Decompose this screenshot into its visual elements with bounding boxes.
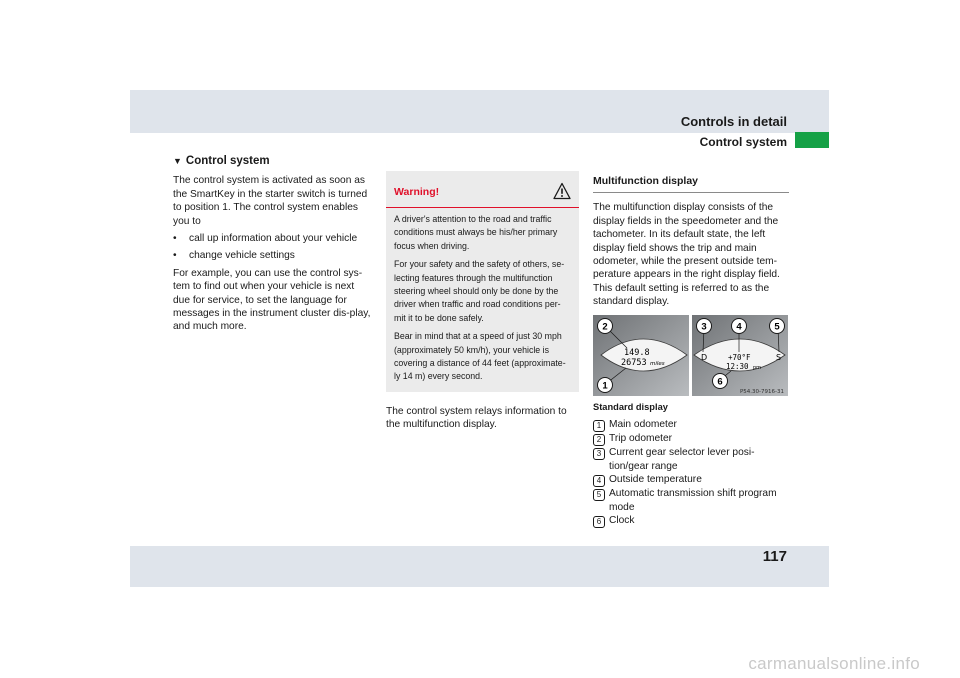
left-column	[173, 155, 373, 338]
callout-1	[598, 378, 613, 393]
legend-number: 4	[593, 475, 605, 487]
legend-number: 6	[593, 516, 605, 528]
intro-paragraph: The control system is activated as soon as the SmartKey in the starter switch is turned to position 1. The control system enables you to	[173, 175, 368, 227]
figure-code: P54.30-7916-31	[739, 389, 784, 395]
legend-number: 5	[593, 489, 605, 501]
list-item: • change vehicle settings	[173, 250, 295, 262]
watermark: carmanualsonline.info	[748, 654, 920, 673]
figure-legend	[593, 418, 789, 528]
callout-2	[598, 319, 613, 334]
list-item: 4 Outside temperature	[593, 473, 789, 487]
warning-body	[386, 208, 579, 384]
trip-odometer-value: 149.8	[624, 348, 650, 358]
legend-number: 1	[593, 420, 605, 432]
heading-multifunction-display: Multifunction display	[593, 175, 789, 193]
bullet-icon: •	[173, 233, 177, 245]
list-item: 6 Clock	[593, 514, 789, 528]
shift-program-mode: S	[776, 353, 782, 362]
bullet-icon: •	[173, 250, 177, 262]
footer-band	[130, 546, 829, 587]
section-title: Control system	[699, 135, 787, 149]
legend-number: 3	[593, 448, 605, 460]
figure-caption: Standard display	[593, 402, 668, 412]
clock-value: 12:30	[726, 362, 749, 371]
callout-6	[713, 374, 728, 389]
warning-title: Warning!	[394, 186, 440, 198]
section-tab-marker	[795, 132, 829, 148]
list-item: 1 Main odometer	[593, 418, 789, 432]
warning-header	[386, 171, 579, 208]
legend-number: 2	[593, 434, 605, 446]
warning-paragraph: A driver's attention to the road and traffic conditions must always be his/her primary focus when driving.	[394, 214, 558, 251]
example-paragraph: For example, you can use the control sys-tem to find out when your vehicle is next due for service, to set the language for messages in the instrument cluster dis-play, and much more.	[173, 267, 371, 333]
list-item: • call up information about your vehicle	[173, 233, 358, 245]
callout-4	[732, 319, 747, 334]
svg-text:1: 1	[602, 380, 608, 392]
svg-text:5: 5	[774, 321, 780, 333]
svg-text:6: 6	[717, 376, 723, 388]
triangle-down-icon: ▼	[173, 156, 182, 166]
list-item: 2 Trip odometer	[593, 432, 789, 446]
odometer-unit: miles	[650, 361, 665, 367]
chapter-title: Controls in detail	[680, 114, 787, 129]
standard-display-figure	[593, 315, 788, 396]
list-item: 3 Current gear selector lever posi-tion/gear range	[593, 446, 789, 473]
multifunction-paragraph: The multifunction display consists of the display fields in the speedometer and the tachometer. In its default state, the left display field shows the trip and main odometer, while the present outside tem-perature appears in the right display field. This default setting is referred to as the standard display.	[593, 202, 780, 308]
warning-triangle-icon	[553, 182, 571, 200]
svg-text:4: 4	[736, 321, 742, 333]
relay-paragraph: The control system relays information to the multifunction display.	[386, 406, 567, 431]
svg-text:3: 3	[701, 321, 707, 333]
warning-paragraph: For your safety and the safety of others, se-lecting features through the multifunction steering wheel should only be done by the driver when traffic and road conditions per-mit it to be done safely.	[394, 259, 565, 323]
svg-text:2: 2	[602, 321, 608, 333]
page-number: 117	[762, 548, 787, 565]
heading-control-system: ▼ Control system	[173, 155, 270, 167]
right-column	[593, 175, 789, 309]
warning-paragraph: Bear in mind that at a speed of just 30 mph (approximately 50 km/h), your vehicle is covering a distance of 44 feet (approximate-ly 14 m) every second.	[394, 331, 566, 382]
outside-temperature-value: +70°F	[728, 353, 751, 362]
callout-5	[770, 319, 785, 334]
clock-suffix: pm	[753, 365, 762, 371]
main-odometer-value: 26753	[621, 358, 647, 368]
callout-3	[697, 319, 712, 334]
warning-box	[386, 171, 579, 392]
list-item: 5 Automatic transmission shift program mode	[593, 487, 789, 514]
gear-position: D	[701, 353, 708, 362]
